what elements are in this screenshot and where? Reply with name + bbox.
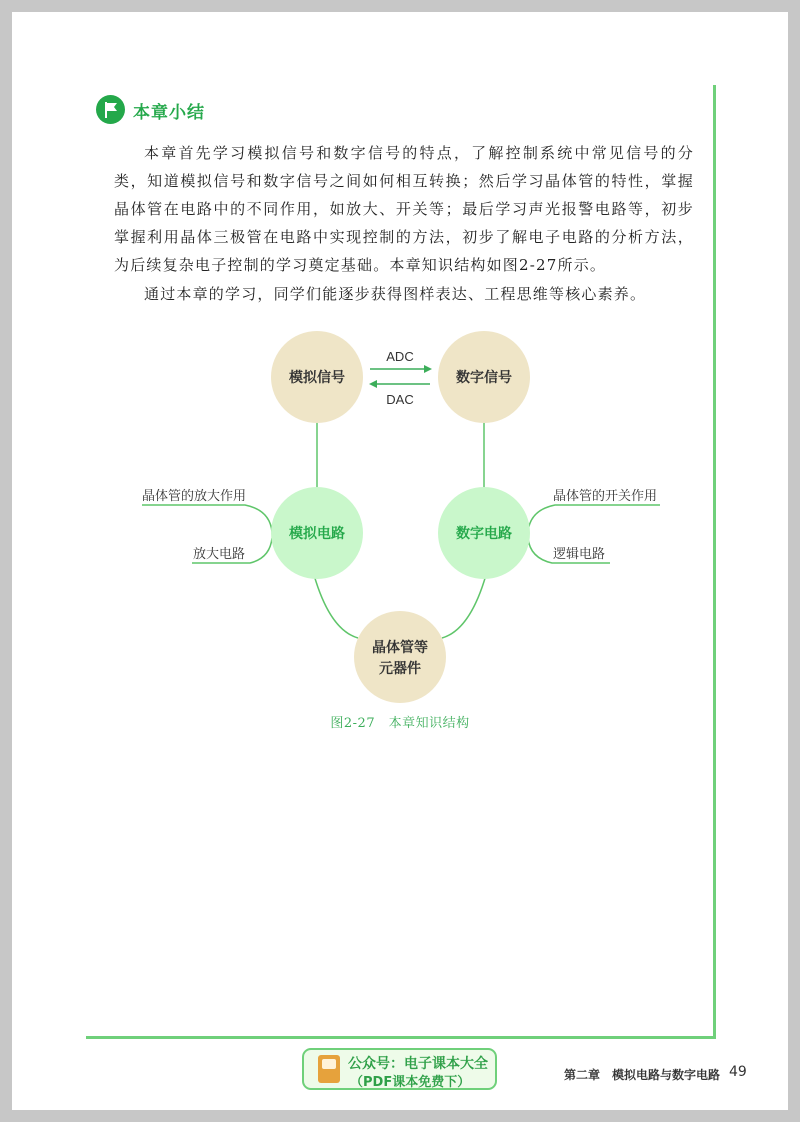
analog-circuit-label: 模拟电路 [289,526,345,542]
section-title: 本章小结 [133,103,205,123]
analog-signal-label: 模拟信号 [289,370,345,386]
paragraph-competency: 通过本章的学习，同学们能逐步获得图样表达、工程思维等核心素养。 [144,285,647,303]
adc-arrowhead [424,365,432,373]
branch-line-switch [528,505,660,532]
footer-ad-banner[interactable] [302,1048,497,1090]
node-components [354,611,446,703]
components-label-line2: 元器件 [379,661,421,677]
dac-arrowhead [369,380,377,388]
digital-circuit-label: 数字电路 [456,526,512,542]
dac-label: DAC [386,392,414,407]
ad-line1: 公众号：电子课本大全 [348,1056,488,1072]
components-label-line1: 晶体管等 [372,640,428,656]
branch-switch-role: 晶体管的开关作用 [553,489,658,504]
link-analog-circuit-components [314,575,358,638]
branch-amplify-role: 晶体管的放大作用 [142,489,247,504]
branch-amplifier-circuit: 放大电路 [193,547,246,562]
paragraph-intro: 本章首先学习模拟信号和数字信号的特点，了解控制系统中常见信号的分类，知道模拟信号和数字信号之间如何相互转换；然后学习晶体管的特性，掌握晶体管在电路中的不同作用，如放大、开关等；最后学习声光报警电路等，初步掌握利用晶体三极管在电路中实现控制的方法，初步了解电子电路的分析方法，为后续复杂电子控制的学习奠定基础。本章知识结构如图2-27所示。 [114,144,694,274]
adc-label: ADC [386,349,414,364]
book-icon [318,1055,340,1083]
branch-logic-circuit: 逻辑电路 [553,547,606,562]
chapter-title: 第二章 模拟电路与数字电路 [564,1068,721,1082]
link-digital-circuit-components [442,575,486,638]
page-number: 49 [729,1064,747,1080]
digital-signal-label: 数字信号 [456,370,512,386]
branch-line-amplify [142,505,272,532]
figure-caption: 图2-27 本章知识结构 [330,716,470,731]
ad-line2: （PDF课本免费下） [350,1075,471,1090]
